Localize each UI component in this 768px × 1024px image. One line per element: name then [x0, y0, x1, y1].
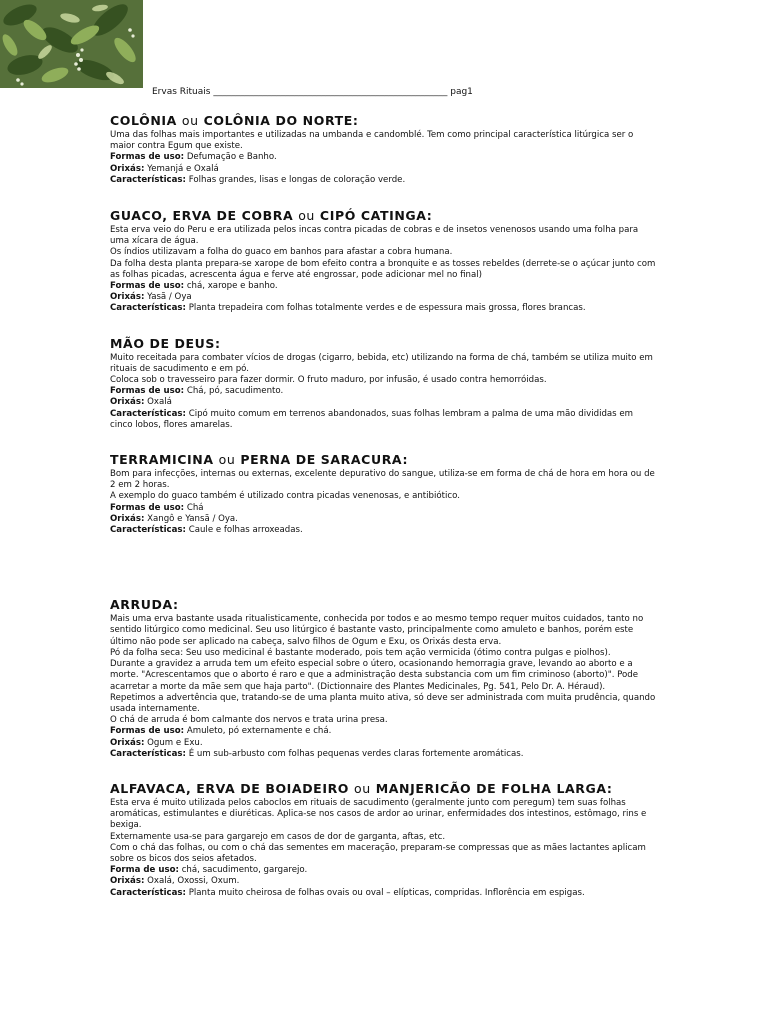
section-title: ARRUDA: — [110, 597, 179, 613]
section-description: Externamente usa-se para gargarejo em casos de dor de garganta, aftas, etc. — [110, 831, 446, 842]
section-description: Os índios utilizavam a folha do guaco em banhos para afastar a cobra humana. — [110, 247, 453, 258]
caracteristicas: Características: Planta muito cheirosa de folhas ovais ou oval – elípticas, compridas. Inflorência em espigas. — [110, 887, 585, 898]
caracteristicas: Características: Caule e folhas arroxeadas. — [110, 525, 303, 536]
section-description: Repetimos a advertência que, tratando-se de uma planta muito ativa, só deve ser administrada com muita prudência, quando usada internamente. — [110, 692, 656, 714]
section-title: MÃO DE DEUS: — [110, 335, 221, 351]
section-description: Uma das folhas mais importantes e utilizadas na umbanda e candomblé. Tem como principal característica litúrgica ser o maior contra Egum que existe. — [110, 130, 634, 152]
formas-de-uso: Formas de uso: Chá — [110, 502, 204, 513]
section-description: Muito receitada para combater vícios de drogas (cigarro, bebida, etc) utilizando na forma de chá, também se utiliza muito em rituais de sacudimento e em pó. — [110, 352, 653, 374]
section-description: Esta erva veio do Peru e era utilizada pelos incas contra picadas de cobras e de insetos venenosos usando uma folha para uma xícara de água. — [110, 225, 639, 247]
section-description: Esta erva é muito utilizada pelos caboclos em rituais de sacudimento (geralmente junto com peregum) tem suas folhas aromáticas, estimulantes e diuréticas. Aplica-se nos casos de ardor ao urinar, enfermidades dos intestinos, estômago, rins e bexiga. — [110, 797, 647, 831]
section-description: Com o chá das folhas, ou com o chá das sementes em maceração, preparam-se compressas que as mães lactantes aplicam sobre os bicos dos seios afetados. — [110, 842, 646, 864]
header-page-number: pag1 — [450, 87, 473, 97]
section-description: Da folha desta planta prepara-se xarope de bom efeito contra a bronquite e as tosses rebeldes (derrete-se o açúcar junto com as folhas picadas, acrescenta água e ferve até engrossar, pode adicionar mel no final) — [110, 258, 656, 280]
formas-de-uso: Formas de uso: Amuleto, pó externamente e chá. — [110, 726, 332, 737]
section-title: TERRAMICINA ou PERNA DE SARACURA: — [110, 452, 409, 468]
document-body — [110, 113, 658, 899]
section-guaco — [110, 208, 658, 315]
orixas: Orixás: Ogum e Exu. — [110, 737, 203, 748]
orixas: Orixás: Xangô e Yansã / Oya. — [110, 513, 238, 524]
section-description: Pó da folha seca: Seu uso medicinal é bastante moderado, pois tem ação vermicida (ótimo contra pulgas e piolhos). — [110, 647, 611, 658]
section-description: O chá de arruda é bom calmante dos nervos e trata urina presa. — [110, 715, 388, 726]
section-title: ALFAVACA, ERVA DE BOIADEIRO ou MANJERICÃO DE FOLHA LARGA: — [110, 780, 613, 796]
orixas: Orixás: Oxalá, Oxossi, Oxum. — [110, 876, 240, 887]
formas-de-uso: Formas de uso: Chá, pó, sacudimento. — [110, 386, 284, 397]
formas-de-uso: Formas de uso: Defumação e Banho. — [110, 152, 277, 163]
caracteristicas: Características: Folhas grandes, lisas e longas de coloração verde. — [110, 174, 406, 185]
section-arruda — [110, 597, 658, 760]
caracteristicas: Características: Planta trepadeira com folhas totalmente verdes e de espessura mais grossa, flores brancas. — [110, 303, 586, 314]
section-title: COLÔNIA ou COLÔNIA DO NORTE: — [110, 113, 359, 128]
caracteristicas: Características: Cipó muito comum em terrenos abandonados, suas folhas lembram a palma de uma mão divididas em cinco lobos, flores amarelas. — [110, 408, 634, 430]
formas-de-uso: Forma de uso: chá, sacudimento, gargarejo. — [110, 865, 308, 876]
herb-photo-illustration — [0, 0, 143, 88]
section-alfavaca — [110, 781, 658, 899]
section-description: Mais uma erva bastante usada ritualisticamente, conhecida por todos e ao mesmo tempo requer muitos cuidados, tanto no sentido litúrgico como medicinal. Seu uso litúrgico é bastante vasto, principalmente como amuleto e banhos, porém este último não pode ser aplicado na cabeça, salvo filhos de Ogum e Exu, os Orixás desta erva. — [110, 614, 644, 647]
header-rule: ____________________________________________________ — [213, 87, 448, 97]
section-mao-de-deus — [110, 336, 658, 431]
orixas: Orixás: Yemanjá e Oxalá — [110, 163, 219, 174]
herb-photo — [0, 0, 143, 88]
orixas: Orixás: Oxalá — [110, 397, 172, 408]
document-header — [152, 87, 572, 97]
orixas: Orixás: Yasã / Oya — [110, 292, 192, 303]
section-description: Bom para infecções, internas ou externas, excelente depurativo do sangue, utiliza-se em forma de chá de hora em hora ou de 2 em 2 horas. — [110, 469, 655, 491]
header-title: Ervas Rituais — [152, 87, 211, 97]
section-terramicina — [110, 452, 658, 536]
caracteristicas: Características: É um sub-arbusto com folhas pequenas verdes claras fortemente aromáticas. — [110, 748, 524, 759]
section-title: GUACO, ERVA DE COBRA ou CIPÓ CATINGA: — [110, 208, 433, 224]
section-description: A exemplo do guaco também é utilizado contra picadas venenosas, e antibiótico. — [110, 491, 460, 502]
section-colonia — [110, 113, 658, 186]
section-description: Coloca sob o travesseiro para fazer dormir. O fruto maduro, por infusão, é usado contra hemorróidas. — [110, 375, 547, 386]
section-description: Durante a gravidez a arruda tem um efeito especial sobre o útero, ocasionando hemorragia grave, levando ao aborto e a morte. "Acrescentamos que o aborto é raro e que a administração desta substancia com um fim criminoso (aborto)". Pode acarretar a morte da mãe sem que haja parto". (Dictionnaire des Plantes Medicinales, Pg. 541, Pelo Dr. A. Héraud). — [110, 659, 639, 692]
formas-de-uso: Formas de uso: chá, xarope e banho. — [110, 281, 278, 292]
